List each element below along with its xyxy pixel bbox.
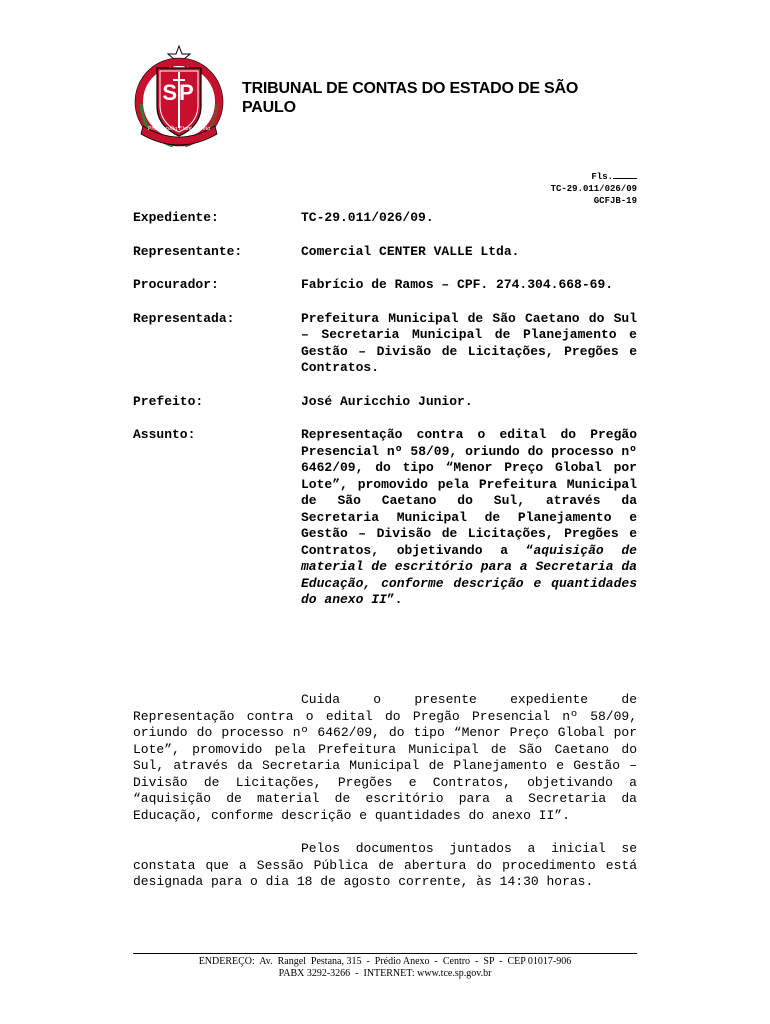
assunto-text: Representação contra o edital do Pregão Presencial nº 58/09, oriundo do processo nº 6462/09, do tipo “Menor Preço Global por Lote”, promovido pela Prefeitura Municipal de São Caetano do Sul, através da Secretaria Municipal de Planejamento e Gestão – Divisão de Licitações, Pregões e Contratos, objetivando a “ <box>301 427 637 558</box>
fls-label: Fls. <box>591 172 613 182</box>
meta-value: José Auricchio Junior. <box>301 393 473 409</box>
seal-motto: Pro Brasilia Fiant Eximia <box>147 126 211 132</box>
meta-row-representante <box>133 244 637 261</box>
meta-row-expediente <box>133 210 637 227</box>
meta-value: Fabrício de Ramos – CPF. 274.304.668-69. <box>301 277 614 292</box>
meta-label: Expediente: <box>133 210 219 225</box>
meta-label: Representada: <box>133 310 235 326</box>
meta-row-prefeito <box>133 394 637 411</box>
reference-block <box>551 170 637 207</box>
assunto-end: ”. <box>386 592 403 607</box>
meta-label: Assunto: <box>133 427 196 442</box>
meta-value: TC-29.011/026/09. <box>301 210 434 225</box>
footer-divider <box>133 953 637 954</box>
case-metadata <box>133 210 637 626</box>
seal-letters: SP <box>162 80 196 105</box>
meta-label: Representante: <box>133 243 243 259</box>
footer-contact: PABX 3292-3266 - INTERNET: www.tce.sp.gov.br <box>278 968 492 979</box>
meta-label: Prefeito: <box>133 393 204 409</box>
meta-row-procurador <box>133 277 637 294</box>
meta-row-representada <box>133 311 637 377</box>
meta-row-assunto <box>133 427 637 609</box>
gabinete-code: GCFJB-19 <box>593 196 637 206</box>
paragraph-1: Cuida o presente expediente de Representação contra o edital do Pregão Presencial nº 58/09, oriundo do processo nº 6462/09, do tipo “Menor Preço Global por Lote”, promovido pela Prefeitura Municipal de São Caetano do Sul, através da Secretaria Municipal de Planejamento e Gestão – Divisão de Licitações, Pregões e Contratos, objetivando a “aquisição de material de escritório para a Secretaria da Educação, conforme descrição e quantidades do anexo II”. <box>133 692 637 823</box>
meta-value <box>301 427 637 609</box>
meta-value: Prefeitura Municipal de São Caetano do Sul – Secretaria Municipal de Planejamento e Gestão – Divisão de Licitações, Pregões e Contratos. <box>301 310 637 375</box>
institution-title: TRIBUNAL DE CONTAS DO ESTADO DE SÃO PAULO <box>242 80 579 116</box>
process-number: TC-29.011/026/09 <box>550 184 637 194</box>
document-body <box>133 692 637 908</box>
assunto-italic: aquisição de material de escritório para a Secretaria da Educação, conforme descrição e quantidades do anexo II <box>301 542 637 607</box>
footer <box>133 956 637 980</box>
fls-blank <box>613 170 637 179</box>
meta-label: Procurador: <box>133 277 219 292</box>
paragraph-2: Pelos documentos juntados a inicial se constata que a Sessão Pública de abertura do procedimento está designada para o dia 18 de agosto corrente, às 14:30 horas. <box>133 841 637 889</box>
footer-address: ENDEREÇO: Av. Rangel Pestana, 315 - Prédio Anexo - Centro - SP - CEP 01017-906 <box>198 956 572 967</box>
meta-value: Comercial CENTER VALLE Ltda. <box>301 243 520 259</box>
fls-line <box>551 170 637 183</box>
